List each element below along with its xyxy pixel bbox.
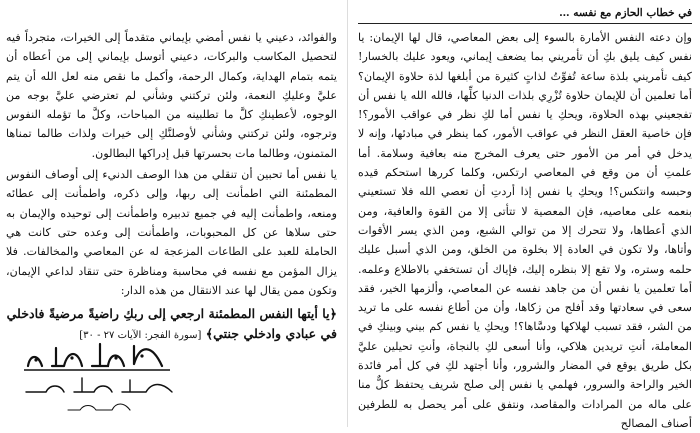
left-page-paragraph-1: والفوائد، دعيني يا نفس أمضي بإيماني متقدماً إلى الخيرات، متجرداً فيه لتحصيل المكاسب والبركات، دعيني أتوسل بإيماني إلى من أعطاه أن يتمه بتمام الهداية، وكمال الرحمة، وأكمل ما نقص منه لعل الله أن يتم عليَّ وعليكِ النعمة، ولئن تركتني وشأني لم تعترضي عليَّ بوجه من الوجوه، لأعطينكِ كلَّ ما تطلبينه من المباحات، وكلَّ ما تؤمله النفوس وترجوه، ولئن تركتني وشأني لأوصلنَّكِ إلى خيرات ولذات طالما تمناها المتمنون، وطالما مات بحسرتها قبل إدراكها البطالون. <box>6 31 337 160</box>
left-page-paragraph-2: يا نفس أما تحبين أن تنقلي من هذا الوصف الدنيء إلى أوصاف النفوس المطمئنة التي اطمأنت إلى ربها، وإلى ذكره، واطمأنت إلى عطائه ومنعه، واطمأنت إليه في جميع تدبيره واطمأنت إلى توحيده والإيمان به حتى سلاها عن كل المحبوبات، واطمأنت إلى وعده حتى كانت هي الحاملة للعبد على الطاعات المزعجة له عن المعاصي والمخالفات. فلا يزال المؤمن مع نفسه في محاسبة ومناظرة حتى تنقاد لداعي الإيمان، وتكون ممن يقال لها عند الانتقال من هذه الدار: <box>6 168 337 297</box>
quran-verse-reference: [سورة الفجر: الآيات ٢٧ - ٣٠] <box>79 330 202 342</box>
left-page-top-margin <box>6 6 337 20</box>
signature-seal <box>12 336 182 420</box>
running-header: في خطاب الحازم مع نفسه … <box>358 6 692 24</box>
quran-verse-text: ﴿يا أيتها النفس المطمئنة ارجعي إلى ربكِ راضيةً مرضيةً فادخلي في عبادي وادخلي جنتي﴾ <box>6 306 337 342</box>
calligraphy-signature-image <box>12 336 182 420</box>
left-page <box>0 0 348 427</box>
right-page-paragraph: وإن دعته النفس الأمارة بالسوء إلى بعض المعاصي، قال لها الإيمان: يا نفس كيف يليق بكِ أن تأمريني بما يضعف إيماني، ويعود عليك بالخسار! كيف تأمريني بلذة ساعة تُفوِّتُ لذاتٍ كثيرة من أبلغها لذة حلاوة الإيمان؟ أما تعلمين أن للإيمان حلاوة تُزْرِي بلذات الدنيا كلِّها، فالله الله يا نفس أن تفجعيني بهذه الحلاوة، ويحكِ يا نفس أما لكِ نظر في عواقب الأمور؟! فإن خاصية العقل النظر في عواقب الأمور، كما ينظر في مبادئها، وإنه لا يدخل في أمر من الأمور حتى يعرف المخرج منه بعافية وسلامة. أما علمتِ أن من وقع في المعاصي ارتكس، وكلما كررها استحكم قيده وحبسه وانتكس؟! ويحكِ يا نفس إذا أردتِ أن تعصي الله فلا تستعيني بنعمه على معاصيه، فإن المعصية لا تتأتى إلا من القوة والعافية، ومن الذي أعطاها، ولا تتحرك إلا من توالي الشبع، ومن الذي يسر الأقوات وأتاها، ولا تكون في العادة إلا بخلوة من الخلق، ومن الذي أسبل عليك حلمه وستره، ولا تقع إلا بنظره إليك، فإياك أن تستخفي بالاطلاع وعلمه. أما تعلمين يا نفس أن من جاهد نفسه عن المعاصي، وألزمها الخير، فقد سعى في سعادتها وقد أفلح من زكاها، وأن من أطاع نفسه على ما تريد من الشر، فقد تسبب لهلاكها ودسَّاها؟! ويحكِ يا نفس كم بيني وبينكِ في المعاملة، أنتِ تريدين هلاكي، وأنا أسعى لكِ بالنجاة، وأنتِ تحيلين عليَّ بكل طريق يوقع في المضار والشرور، وأنا أجتهد لكِ في كل أمر فائدة الخير والراحة والسرور، فهلمي يا نفس إلى صلح شريف يحتفظ كلٌّ منا على ماله من المرادات والمقاصد، ونتفق على أمر يحصل به للطرفين أصناف المصالح <box>358 31 692 430</box>
right-page <box>348 0 700 430</box>
